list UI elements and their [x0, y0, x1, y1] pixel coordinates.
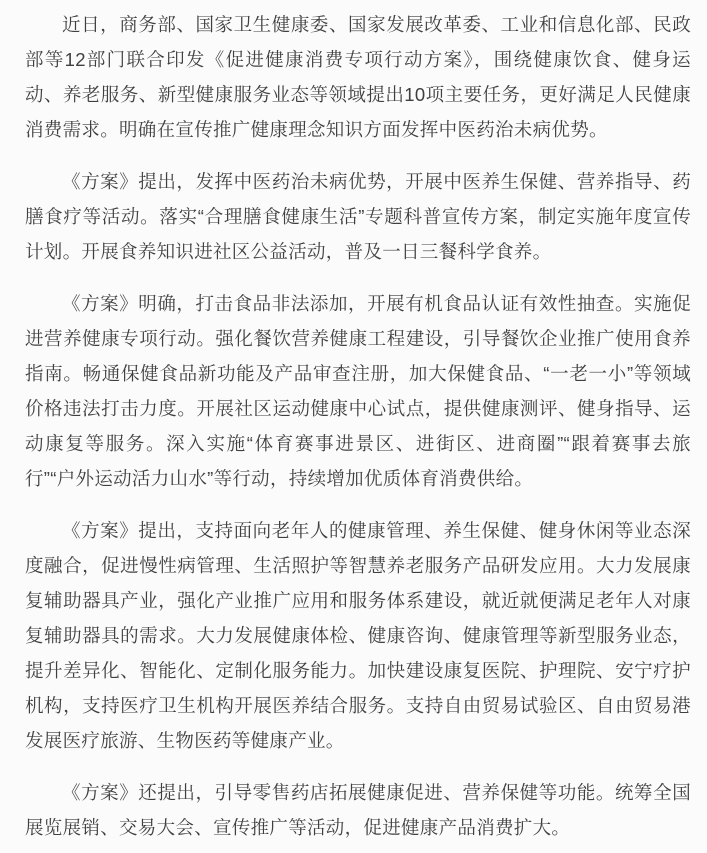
paragraph-intro: 近日，商务部、国家卫生健康委、国家发展改革委、工业和信息化部、民政部等12部门联合印发《促进健康消费专项行动方案》，围绕健康饮食、健身运动、养老服务、新型健康服务业态等领域提出10项主要任务，更好满足人民健康消费需求。明确在宣传推广健康理念知识方面发挥中医药治未病优势。: [25, 14, 691, 140]
paragraph-elderly-services: 《方案》提出，支持面向老年人的健康管理、养生保健、健身休闲等业态深度融合，促进慢性病管理、生活照护等智慧养老服务产品研发应用。大力发展康复辅助器具产业，强化产业推广应用和服务体系建设，就近就便满足老年人对康复辅助器具的需求。大力发展健康体检、健康咨询、健康管理等新型服务业态，提升差异化、智能化、定制化服务能力。加快建设康复医院、护理院、安宁疗护机构，支持医疗卫生机构开展医养结合服务。支持自由贸易试验区、自由贸易港发展医疗旅游、生物医药等健康产业。: [25, 520, 691, 751]
paragraph-food-sports: 《方案》明确，打击食品非法添加，开展有机食品认证有效性抽查。实施促进营养健康专项行动。强化餐饮营养健康工程建设，引导餐饮企业推广使用食养指南。畅通保健食品新功能及产品审查注册，加大保健食品、“一老一小”等领域价格违法打击力度。开展社区运动健康中心试点，提供健康测评、健身指导、运动康复等服务。深入实施“体育赛事进景区、进街区、进商圈”“跟着赛事去旅行”“户外运动活力山水”等行动，持续增加优质体育消费供给。: [25, 293, 691, 489]
paragraph-pharmacy-expo: 《方案》还提出，引导零售药店拓展健康促进、营养保健等功能。统筹全国展览展销、交易大会、宣传推广等活动，促进健康产品消费扩大。: [25, 782, 691, 838]
paragraph-tcm-nutrition: 《方案》提出，发挥中医药治未病优势，开展中医养生保健、营养指导、药膳食疗等活动。落实“合理膳食健康生活”专题科普宣传方案，制定实施年度宣传计划。开展食养知识进社区公益活动，普及一日三餐科学食养。: [25, 171, 691, 262]
